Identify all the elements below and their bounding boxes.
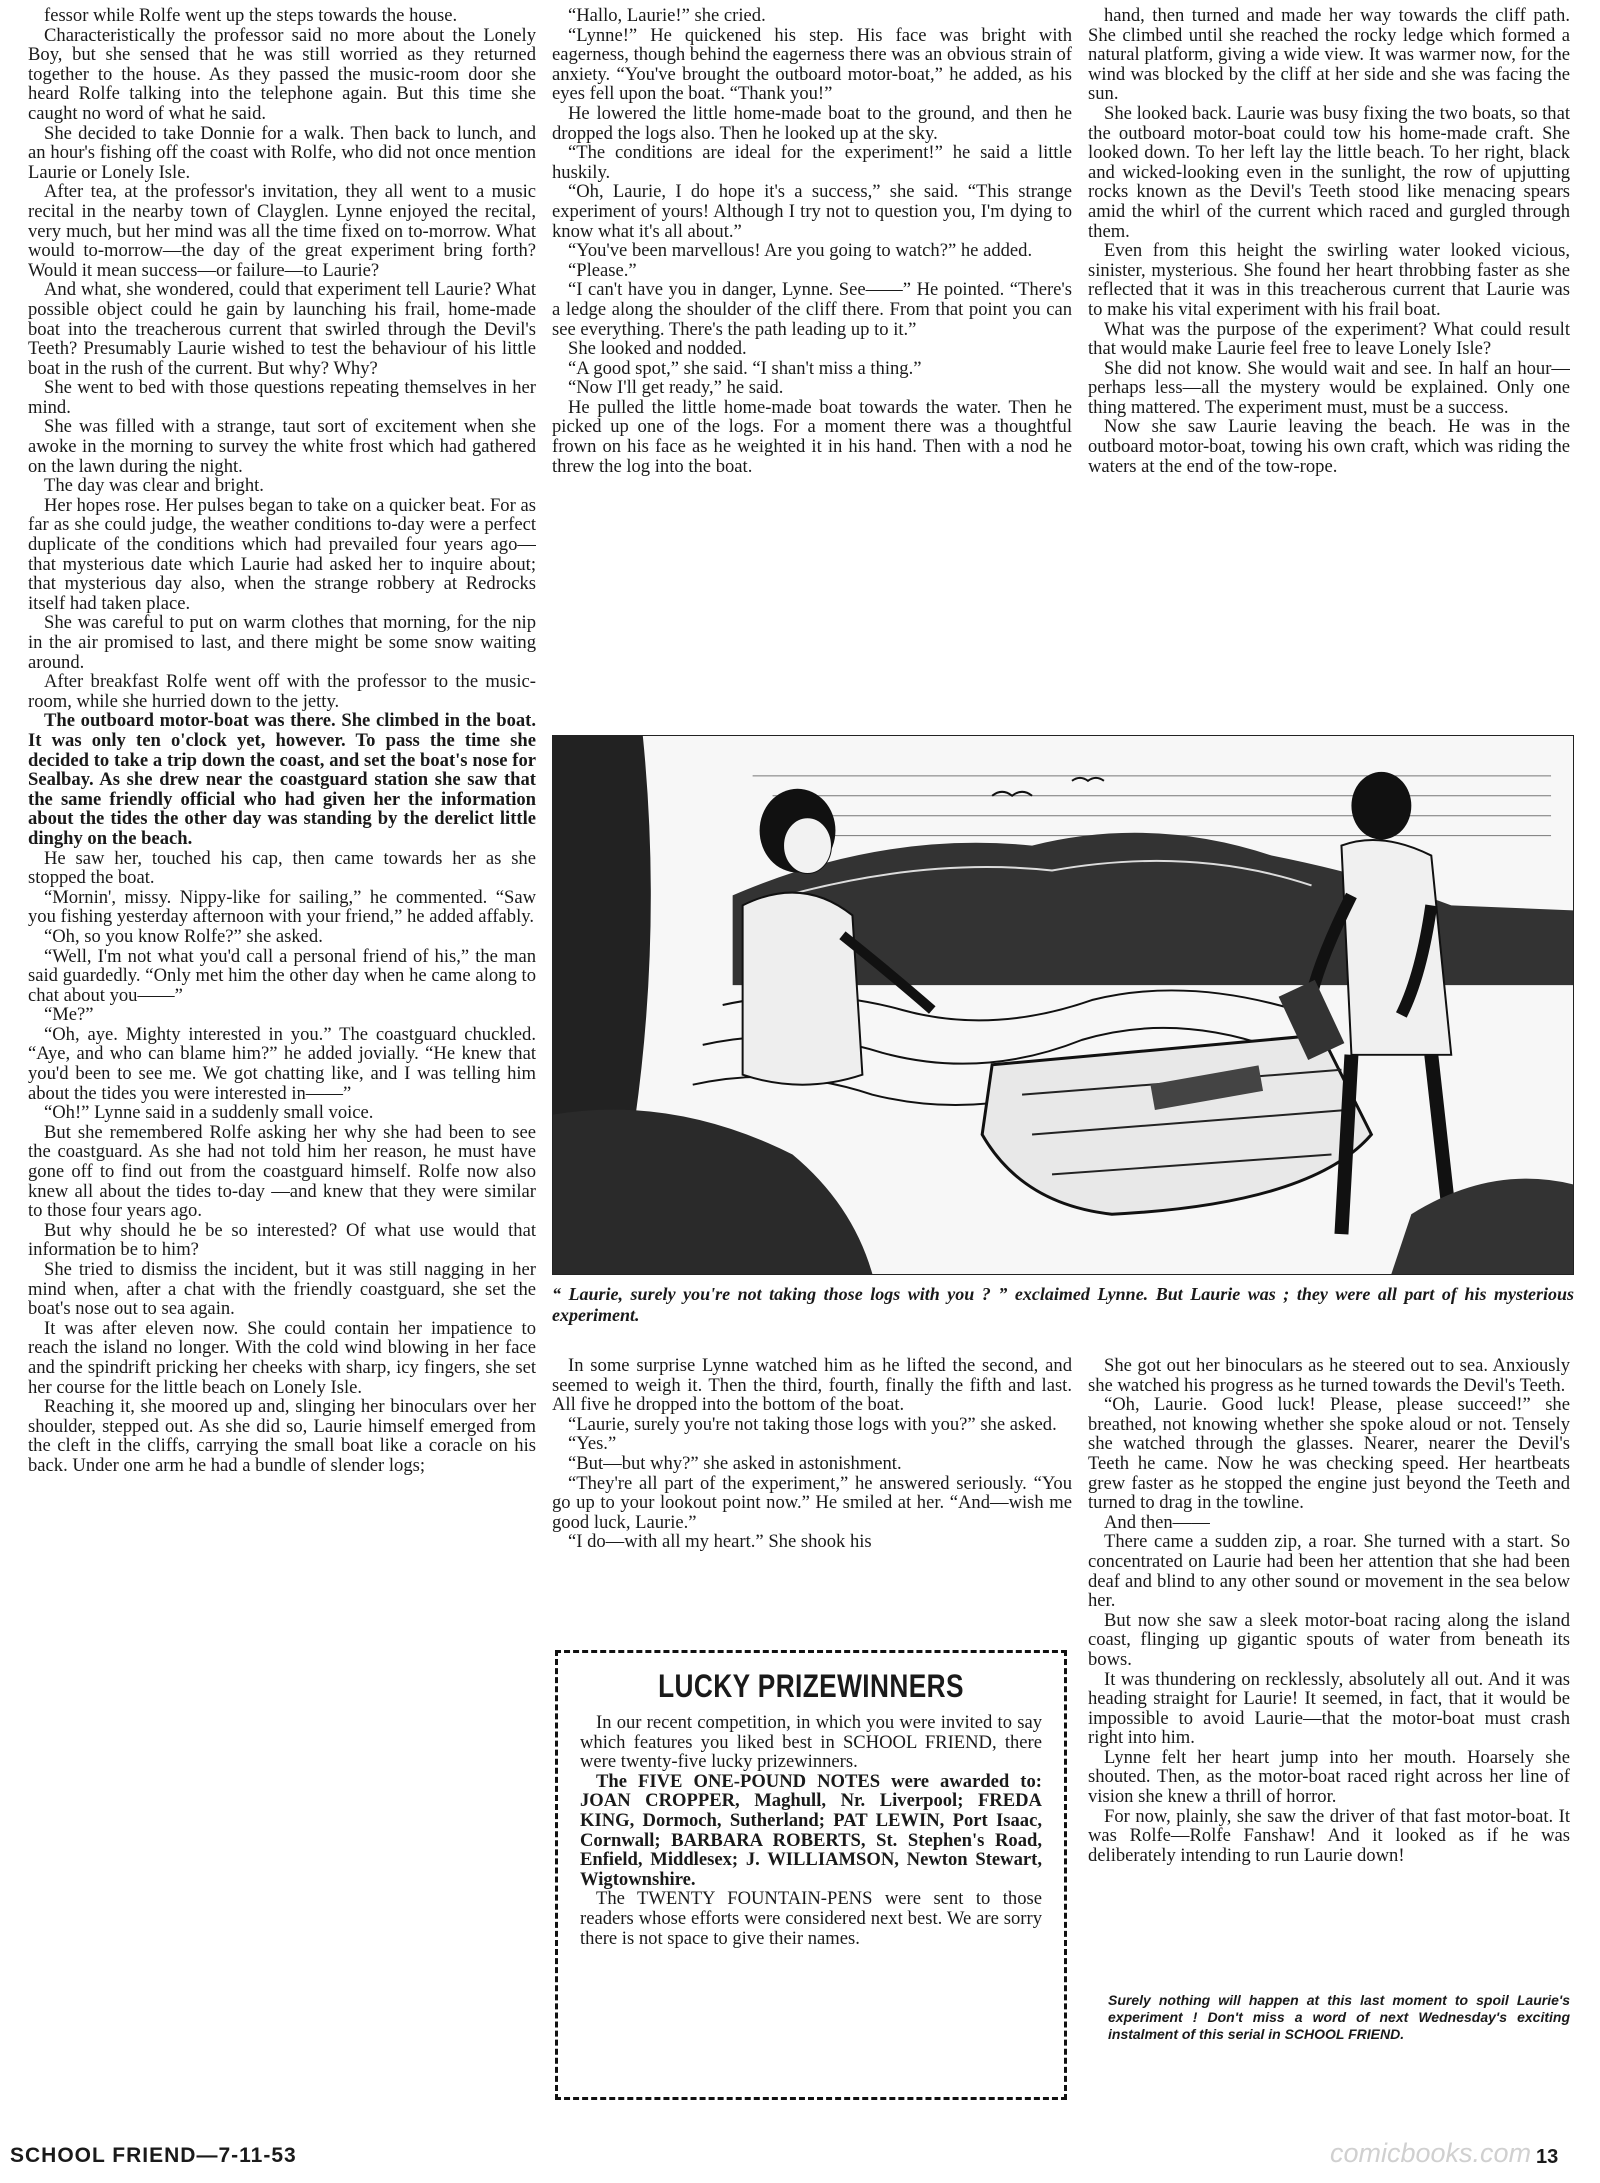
prizewinners-title: LUCKY PRIZEWINNERS — [658, 1668, 964, 1704]
paragraph: For now, plainly, she saw the driver of that fast motor-boat. It was Rolfe—Rolfe Fanshaw! And it looked as if he was deliberately intending to run Laurie down! — [1088, 1805, 1570, 1866]
paragraph: She got out her binoculars as he steered out to sea. Anxiously she watched his progress as he turned towards the Devil's Teeth. — [1088, 1356, 1570, 1396]
paragraph: There came a sudden zip, a roar. She turned with a start. So concentrated on Laurie had been her attention that she had been deaf and blind to any other sound or movement in the sea below her. — [1088, 1531, 1570, 1612]
paragraph: He pulled the little home-made boat towards the water. Then he picked up one of the logs. For a moment there was a thoughtful frown on his face as he weighted it in his hand. Then with a nod he threw the log into the boat. — [552, 396, 1072, 477]
paragraph: “I do—with all my heart.” She shook his — [568, 1531, 872, 1553]
paragraph: Lynne felt her heart jump into her mouth. Hoarsely she shouted. Then, as the motor-boat raced right across her line of vision she knew a thrill of horror. — [1088, 1746, 1570, 1808]
paragraph: “But—but why?” she asked in astonishment. — [568, 1452, 902, 1474]
paragraph: “Oh, Laurie. Good luck! Please, please succeed!” she breathed, not knowing whether she spoke aloud or not. Tensely she watched through the glasses. Nearer, nearer the Devil's Teeth he came. Now he was checking speed. Her heartbeats grew faster as he stopped the engine just beyond the Teeth and turned to drag in the towline. — [1088, 1394, 1570, 1514]
prize-paragraph: In our recent competition, in which you were invited to say which features you liked best in SCHOOL FRIEND, there were twenty-five lucky prizewinners. — [580, 1712, 1042, 1773]
prize-paragraph: The TWENTY FOUNTAIN-PENS were sent to those readers whose efforts were considered next best. We are sorry there is not space to give their names. — [580, 1888, 1042, 1949]
paragraph: She was careful to put on warm clothes that morning, for the nip in the air promised to last, and there might be some snow waiting around. — [28, 612, 536, 673]
paragraph: “A good spot,” she said. “I shan't miss a thing.” — [568, 357, 922, 379]
paragraph: “The conditions are ideal for the experiment!” he said a little huskily. — [552, 142, 1072, 183]
paragraph: He saw her, touched his cap, then came towards her as she stopped the boat. — [28, 847, 536, 889]
paragraph: “Lynne!” He quickened his step. His face was bright with eagerness, though behind the eagerness there was an obvious strain of anxiety. “You've brought the outboard motor-boat,” he added, as his eyes fell upon the boat. “Thank you!” — [552, 24, 1072, 105]
paragraph: Now she saw Laurie leaving the beach. He was in the outboard motor-boat, towing his own craft, which was riding the waters at the end of the tow-rope. — [1088, 416, 1570, 477]
paragraph: “You've been marvellous! Are you going to watch?” he added. — [568, 240, 1033, 262]
paragraph: “Oh, so you know Rolfe?” she asked. — [44, 925, 323, 947]
paragraph: But now she saw a sleek motor-boat racing along the island coast, flinging up gigantic spouts of water from beneath its bows. — [1088, 1609, 1570, 1670]
paragraph: After tea, at the professor's invitation, they all went to a music recital in the nearby town of Clayglen. Lynne enjoyed the recital, very much, but her mind was all the time fixed on to-morrow. What would to-morrow—the day of the great experiment bring forth? Would it mean success—or failure—to Laurie? — [28, 181, 536, 281]
paragraph: After breakfast Rolfe went off with the professor to the music-room, while she hurried down to the jetty. — [28, 671, 536, 712]
paragraph: Characteristically the professor said no more about the Lonely Boy, but she sensed that he was still worried as they returned together to the house. As they passed the music-room door she heard Rolfe talking into the telephone again. But this time she caught no word of what he said. — [28, 24, 536, 124]
paragraph: And then—— — [1104, 1511, 1210, 1533]
story-illustration — [552, 735, 1574, 1275]
paragraph: “Me?” — [44, 1004, 94, 1026]
prize-paragraph: The FIVE ONE-POUND NOTES were awarded to: JOAN CROPPER, Maghull, Nr. Liverpool; FREDA KING, Dormoch, Sutherland; PAT LEWIN, Port Isaac, Cornwall; BARBARA ROBERTS, St. Stephen's Road, Enfield, Middlesex; J. WILLIAMSON, Newton Stewart, Wigtownshire. — [580, 1770, 1042, 1890]
paragraph: “They're all part of the experiment,” he answered seriously. “You go up to your lookout point now.” He smiled at her. “And—wish me good luck, Laurie.” — [552, 1472, 1072, 1533]
paragraph: “Well, I'm not what you'd call a personal friend of his,” the man said guardedly. “Only met him the other day when he came along to chat about you——” — [28, 945, 536, 1006]
paragraph: She did not know. She would wait and see. In half an hour—perhaps less—all the mystery would be explained. Only one thing mattered. The experiment must, must be a success. — [1088, 357, 1570, 418]
prizewinners-text — [580, 1713, 1042, 1948]
paragraph: And what, she wondered, could that experiment tell Laurie? What possible object could he gain by launching his frail, home-made boat into the treacherous current that swirled through the Devil's Teeth? Presumably Laurie wished to test the behaviour of his little boat in the rush of the current. But why? Why? — [28, 279, 536, 379]
paragraph: What was the purpose of the experiment? What could result that would make Laurie feel free to leave Lonely Isle? — [1088, 318, 1570, 360]
story-column-2 — [552, 6, 1072, 706]
paragraph: She looked back. Laurie was busy fixing the two boats, so that the outboard motor-boat could tow his home-made craft. She looked down. To her left lay the little beach. To her right, black and wicked-looking even in the sunlight, the row of upjutting rocks known as the Devil's Teeth stood like menacing spears amid the whirl of the current which raced and gurgled through them. — [1088, 102, 1570, 242]
paragraph: “Hallo, Laurie!” she cried. — [568, 6, 766, 26]
paragraph: She tried to dismiss the incident, but it was still nagging in her mind when, after a chat with the friendly coastguard, she set the boat's nose out to sea again. — [28, 1259, 536, 1320]
paragraph: “Oh, aye. Mighty interested in you.” The coastguard chuckled. “Aye, and who can blame him?” he added jovially. “He knew that you'd been to see me. We got chatting like, and I was telling him about the tides you were interested in——” — [28, 1023, 536, 1104]
paragraph: Reaching it, she moored up and, slinging her binoculars over her shoulder, stepped out. As she did so, Laurie himself emerged from the cleft in the cliffs, carrying the small boat like a coracle on his back. Under one arm he had a bundle of slender logs; — [28, 1396, 536, 1476]
paragraph: “Now I'll get ready,” he said. — [568, 377, 784, 399]
paragraph: hand, then turned and made her way towards the cliff path. She climbed until she reached the rocky ledge which formed a natural platform, giving a wide view. It was warmer now, for the wind was blocked by the cliff at her side and she was facing the sun. — [1088, 6, 1570, 105]
paragraph: “Yes.” — [568, 1433, 617, 1455]
paragraph: “Laurie, surely you're not taking those logs with you?” she asked. — [568, 1413, 1057, 1435]
paragraph: She was filled with a strange, taut sort of excitement when she awoke in the morning to survey the white frost which had gathered on the lawn during the night. — [28, 416, 536, 477]
illustration-caption: “ Laurie, surely you're not taking those logs with you ? ” exclaimed Lynne. But Laurie was ; they were all part of his mysterious experiment. — [552, 1284, 1574, 1325]
paragraph: “Oh, Laurie, I do hope it's a success,” she said. “This strange experiment of yours! Although I try not to question you, I'm dying to know what it's all about.” — [552, 181, 1072, 242]
paragraph: He lowered the little home-made boat to the ground, and then he dropped the logs also. Then he looked up at the sky. — [552, 102, 1072, 144]
paragraph: She went to bed with those questions repeating themselves in her mind. — [28, 377, 536, 418]
prizewinners-box — [555, 1650, 1067, 2100]
paragraph: She looked and nodded. — [568, 338, 747, 360]
paragraph: It was after eleven now. She could contain her impatience to reach the island no longer. With the cold wind blowing in her face and the spindrift pricking her cheeks with sharp, icy fingers, she set her course for the little beach on Lonely Isle. — [28, 1317, 536, 1398]
story-column-1 — [28, 6, 536, 2124]
paragraph: In some surprise Lynne watched him as he lifted the second, and seemed to weigh it. Then the third, fourth, finally the fifth and last. All five he dropped into the bottom of the boat. — [552, 1356, 1072, 1416]
paragraph: “Mornin', missy. Nippy-like for sailing,” he commented. “Saw you fishing yesterday afternoon with your friend,” he added affably. — [28, 886, 536, 928]
paragraph: But she remembered Rolfe asking her why she had been to see the coastguard. As she had not told him her reason, he must have gone off to find out from the coastguard himself. Rolfe now also knew all about the tides to-day —and knew that they were similar to those four years ago. — [28, 1121, 536, 1222]
paragraph: The outboard motor-boat was there. She climbed in the boat. It was only ten o'clock yet, however. To pass the time she decided to take a trip down the coast, and set the boat's nose for Sealbay. As she drew near the coastguard station she saw that the same friendly official who had given her the information about the tides the other day was standing by the derelict little dinghy on the beach. — [28, 710, 536, 849]
paragraph: The day was clear and bright. — [44, 475, 264, 497]
story-column-4 — [552, 1356, 1072, 1656]
next-week-teaser: Surely nothing will happen at this last moment to spoil Laurie's experiment ! Don't miss a word of next Wednesday's exciting instalment of this serial in SCHOOL FRIEND. — [1108, 1992, 1570, 2042]
paragraph: It was thundering on recklessly, absolutely all out. And it was heading straight for Laurie! It seemed, in fact, that it would be impossible to avoid Laurie—that the motor-boat must crash right into him. — [1088, 1668, 1570, 1749]
publication-footer: SCHOOL FRIEND—7-11-53 — [10, 2144, 297, 2167]
paragraph: “I can't have you in danger, Lynne. See——” He pointed. “There's a ledge along the shoulder of the cliff there. From that point you can see everything. There's the path leading up to it.” — [552, 279, 1072, 340]
page-number: 13 — [1536, 2146, 1559, 2168]
paragraph: Even from this height the swirling water looked vicious, sinister, mysterious. She found her heart throbbing faster as she reflected that it was in this treacherous current that Laurie was to make his vital experiment with his frail boat. — [1088, 240, 1570, 320]
paragraph: She decided to take Donnie for a walk. Then back to lunch, and an hour's fishing off the coast with Rolfe, who did not once mention Laurie or Lonely Isle. — [28, 122, 536, 183]
story-column-5 — [1088, 1356, 1570, 2046]
watermark: comicbooks.com — [1330, 2138, 1532, 2168]
illustration-drawing — [553, 736, 1573, 1274]
paragraph: But why should he be so interested? Of what use would that information be to him? — [28, 1219, 536, 1261]
paragraph: Her hopes rose. Her pulses began to take on a quicker beat. For as far as she could judge, the weather conditions to-day were a perfect duplicate of the conditions which had prevailed four years ago—that mysterious date which Laurie had asked her to inquire about; that mysterious day also, when the strange robbery at Redrocks itself had taken place. — [28, 494, 536, 614]
paragraph: “Please.” — [568, 259, 637, 281]
paragraph: “Oh!” Lynne said in a suddenly small voice. — [44, 1102, 374, 1124]
story-column-3 — [1088, 6, 1570, 706]
paragraph: fessor while Rolfe went up the steps towards the house. — [44, 6, 458, 26]
